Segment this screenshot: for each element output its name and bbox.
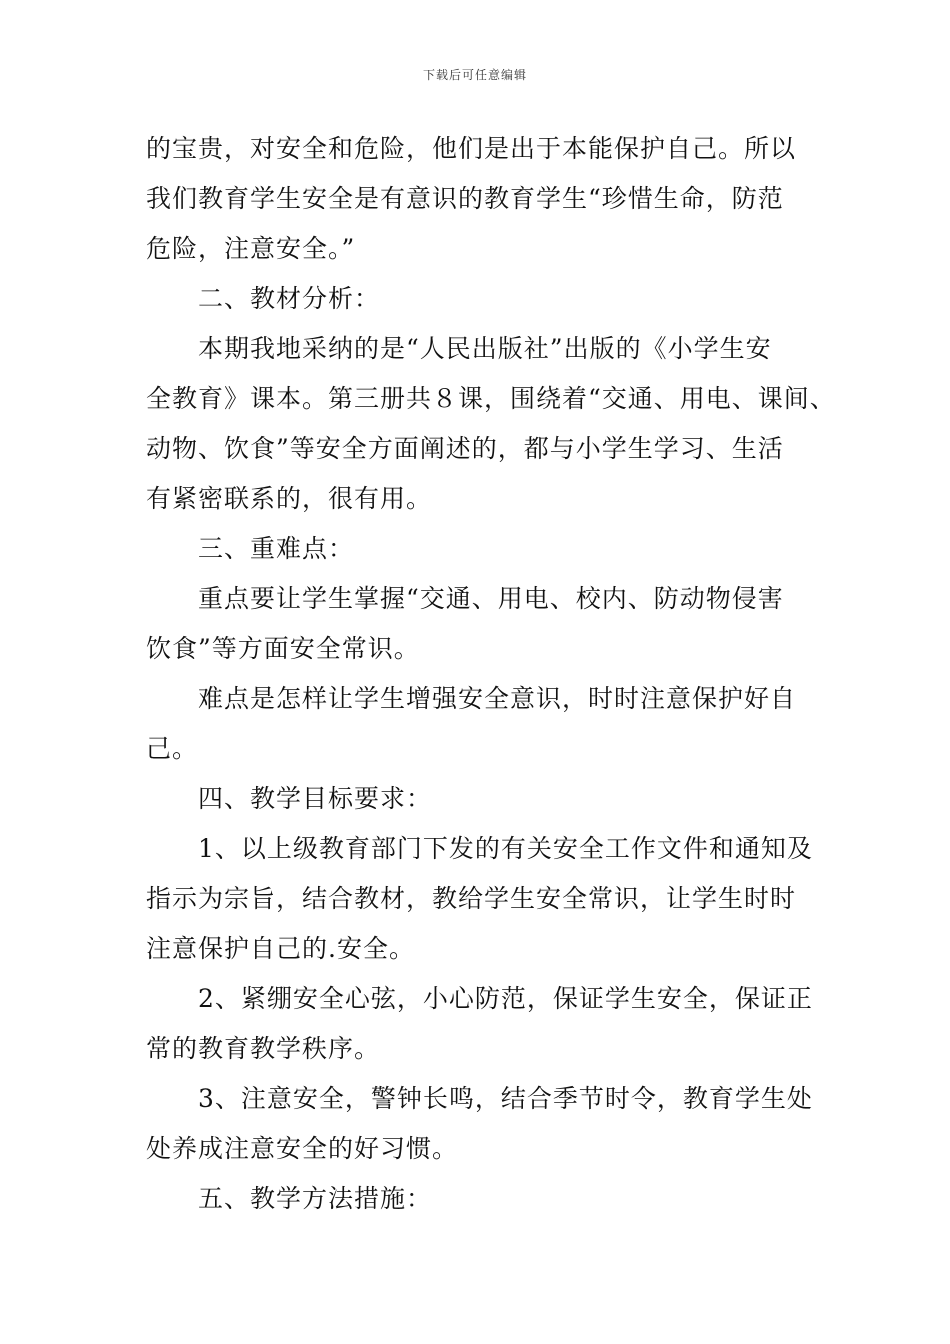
text-line: 全教育》课本。第三册共８课，围绕着“交通、用电、课间、	[146, 384, 836, 413]
page-header: 下载后可任意编辑	[422, 68, 527, 82]
text-line: 己。	[146, 734, 199, 763]
text-line: 3、注意安全，警钟长鸣，结合季节时令，教育学生处	[146, 1084, 813, 1113]
section-heading: 三、重难点：	[146, 534, 355, 563]
section-heading: 二、教材分析：	[146, 284, 381, 313]
text-line: 处养成注意安全的好习惯。	[146, 1134, 459, 1163]
text-line: 1、以上级教育部门下发的有关安全工作文件和通知及	[146, 834, 813, 863]
text-line: 指示为宗旨，结合教材，教给学生安全常识，让学生时时	[146, 884, 797, 913]
text-line: 的宝贵，对安全和危险，他们是出于本能保护自己。所以	[146, 134, 797, 163]
section-heading: 五、教学方法措施：	[146, 1184, 433, 1213]
text-line: 饮食”等方面安全常识。	[146, 634, 420, 663]
text-line: 有紧密联系的，很有用。	[146, 484, 433, 513]
text-line: 重点要让学生掌握“交通、用电、校内、防动物侵害	[146, 584, 784, 613]
text-line: 动物、饮食”等安全方面阐述的，都与小学生学习、生活	[146, 434, 784, 463]
section-heading: 四、教学目标要求：	[146, 784, 433, 813]
text-line: 注意保护自己的.安全。	[146, 934, 415, 963]
text-line: 难点是怎样让学生增强安全意识，时时注意保护好自	[146, 684, 797, 713]
text-line: 常的教育教学秩序。	[146, 1034, 381, 1063]
document-body	[146, 124, 836, 1224]
text-line: 我们教育学生安全是有意识的教育学生“珍惜生命，防范	[146, 184, 784, 213]
text-line: 危险，注意安全。”	[146, 234, 356, 263]
text-line: 2、紧绷安全心弦，小心防范，保证学生安全，保证正	[146, 984, 813, 1013]
text-line: 本期我地采纳的是“人民出版社”出版的《小学生安	[146, 334, 772, 363]
